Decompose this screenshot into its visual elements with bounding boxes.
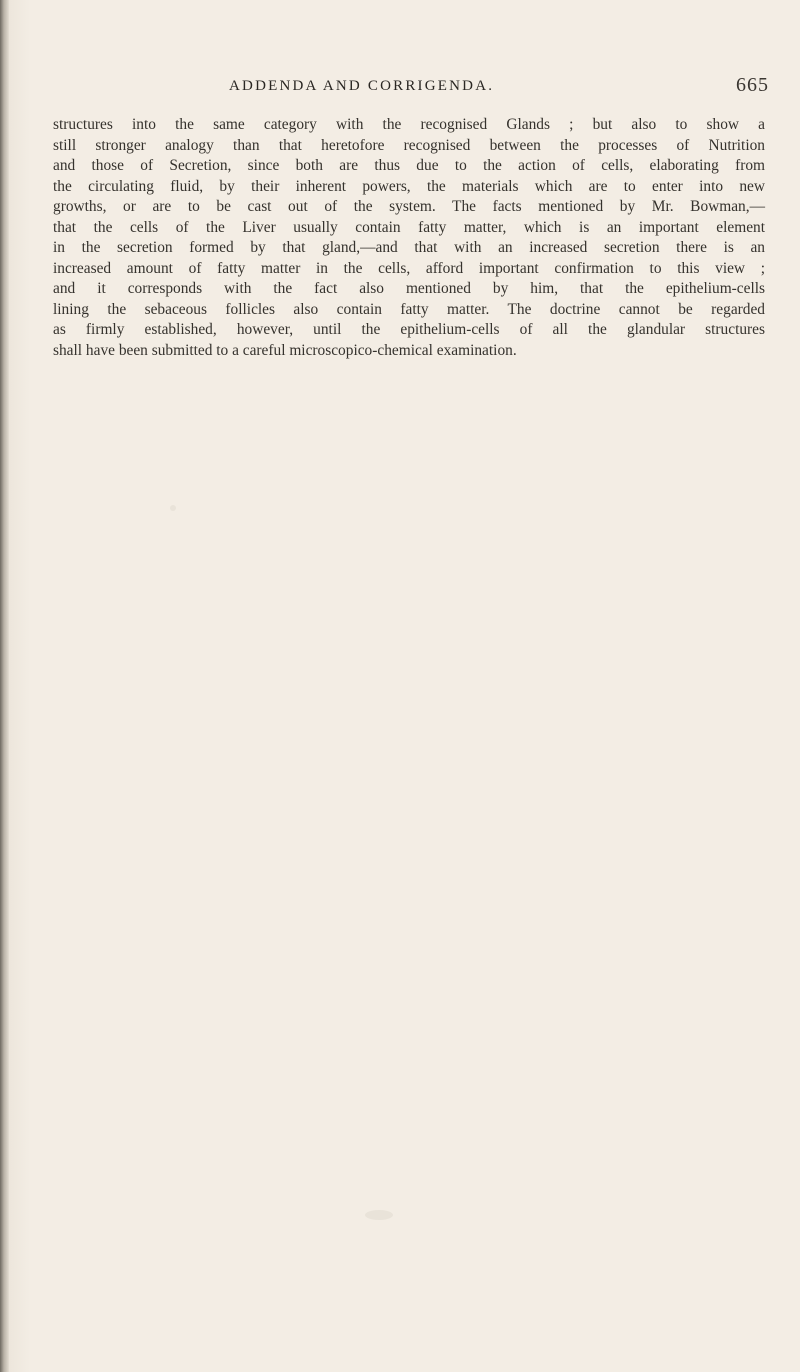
text-line: that the cells of the Liver usually contain fatty matter, which is an important element <box>53 218 765 236</box>
body-paragraph <box>53 115 765 361</box>
text-line: the circulating fluid, by their inherent powers, the materials which are to enter into new <box>53 177 765 195</box>
page-header <box>229 74 769 104</box>
text-line: shall have been submitted to a careful microscopico-chemical examination. <box>53 341 517 359</box>
text-line: and those of Secretion, since both are thus due to the action of cells, elaborating from <box>53 157 765 174</box>
text-line: structures into the same category with the recognised Glands ; but also to show a <box>53 116 765 133</box>
running-head: ADDENDA AND CORRIGENDA. <box>229 78 495 94</box>
text-line: in the secretion formed by that gland,—and that with an increased secretion there is an <box>53 239 765 256</box>
text-line: and it corresponds with the fact also mentioned by him, that the epithelium-cells <box>53 280 765 297</box>
text-line: growths, or are to be cast out of the system. The facts mentioned by Mr. Bowman,— <box>53 198 765 215</box>
page-number: 665 <box>736 74 769 96</box>
page-binding-edge <box>0 0 9 1372</box>
text-line: lining the sebaceous follicles also contain fatty matter. The doctrine cannot be regarded <box>53 300 765 318</box>
text-line: still stronger analogy than that heretofore recognised between the processes of Nutrition <box>53 136 765 154</box>
paper-blemish <box>365 1210 393 1220</box>
text-line: as firmly established, however, until the epithelium-cells of all the glandular structures <box>53 321 765 338</box>
text-line: increased amount of fatty matter in the cells, afford important confirmation to this view ; <box>53 259 765 277</box>
paper-blemish <box>170 505 176 511</box>
